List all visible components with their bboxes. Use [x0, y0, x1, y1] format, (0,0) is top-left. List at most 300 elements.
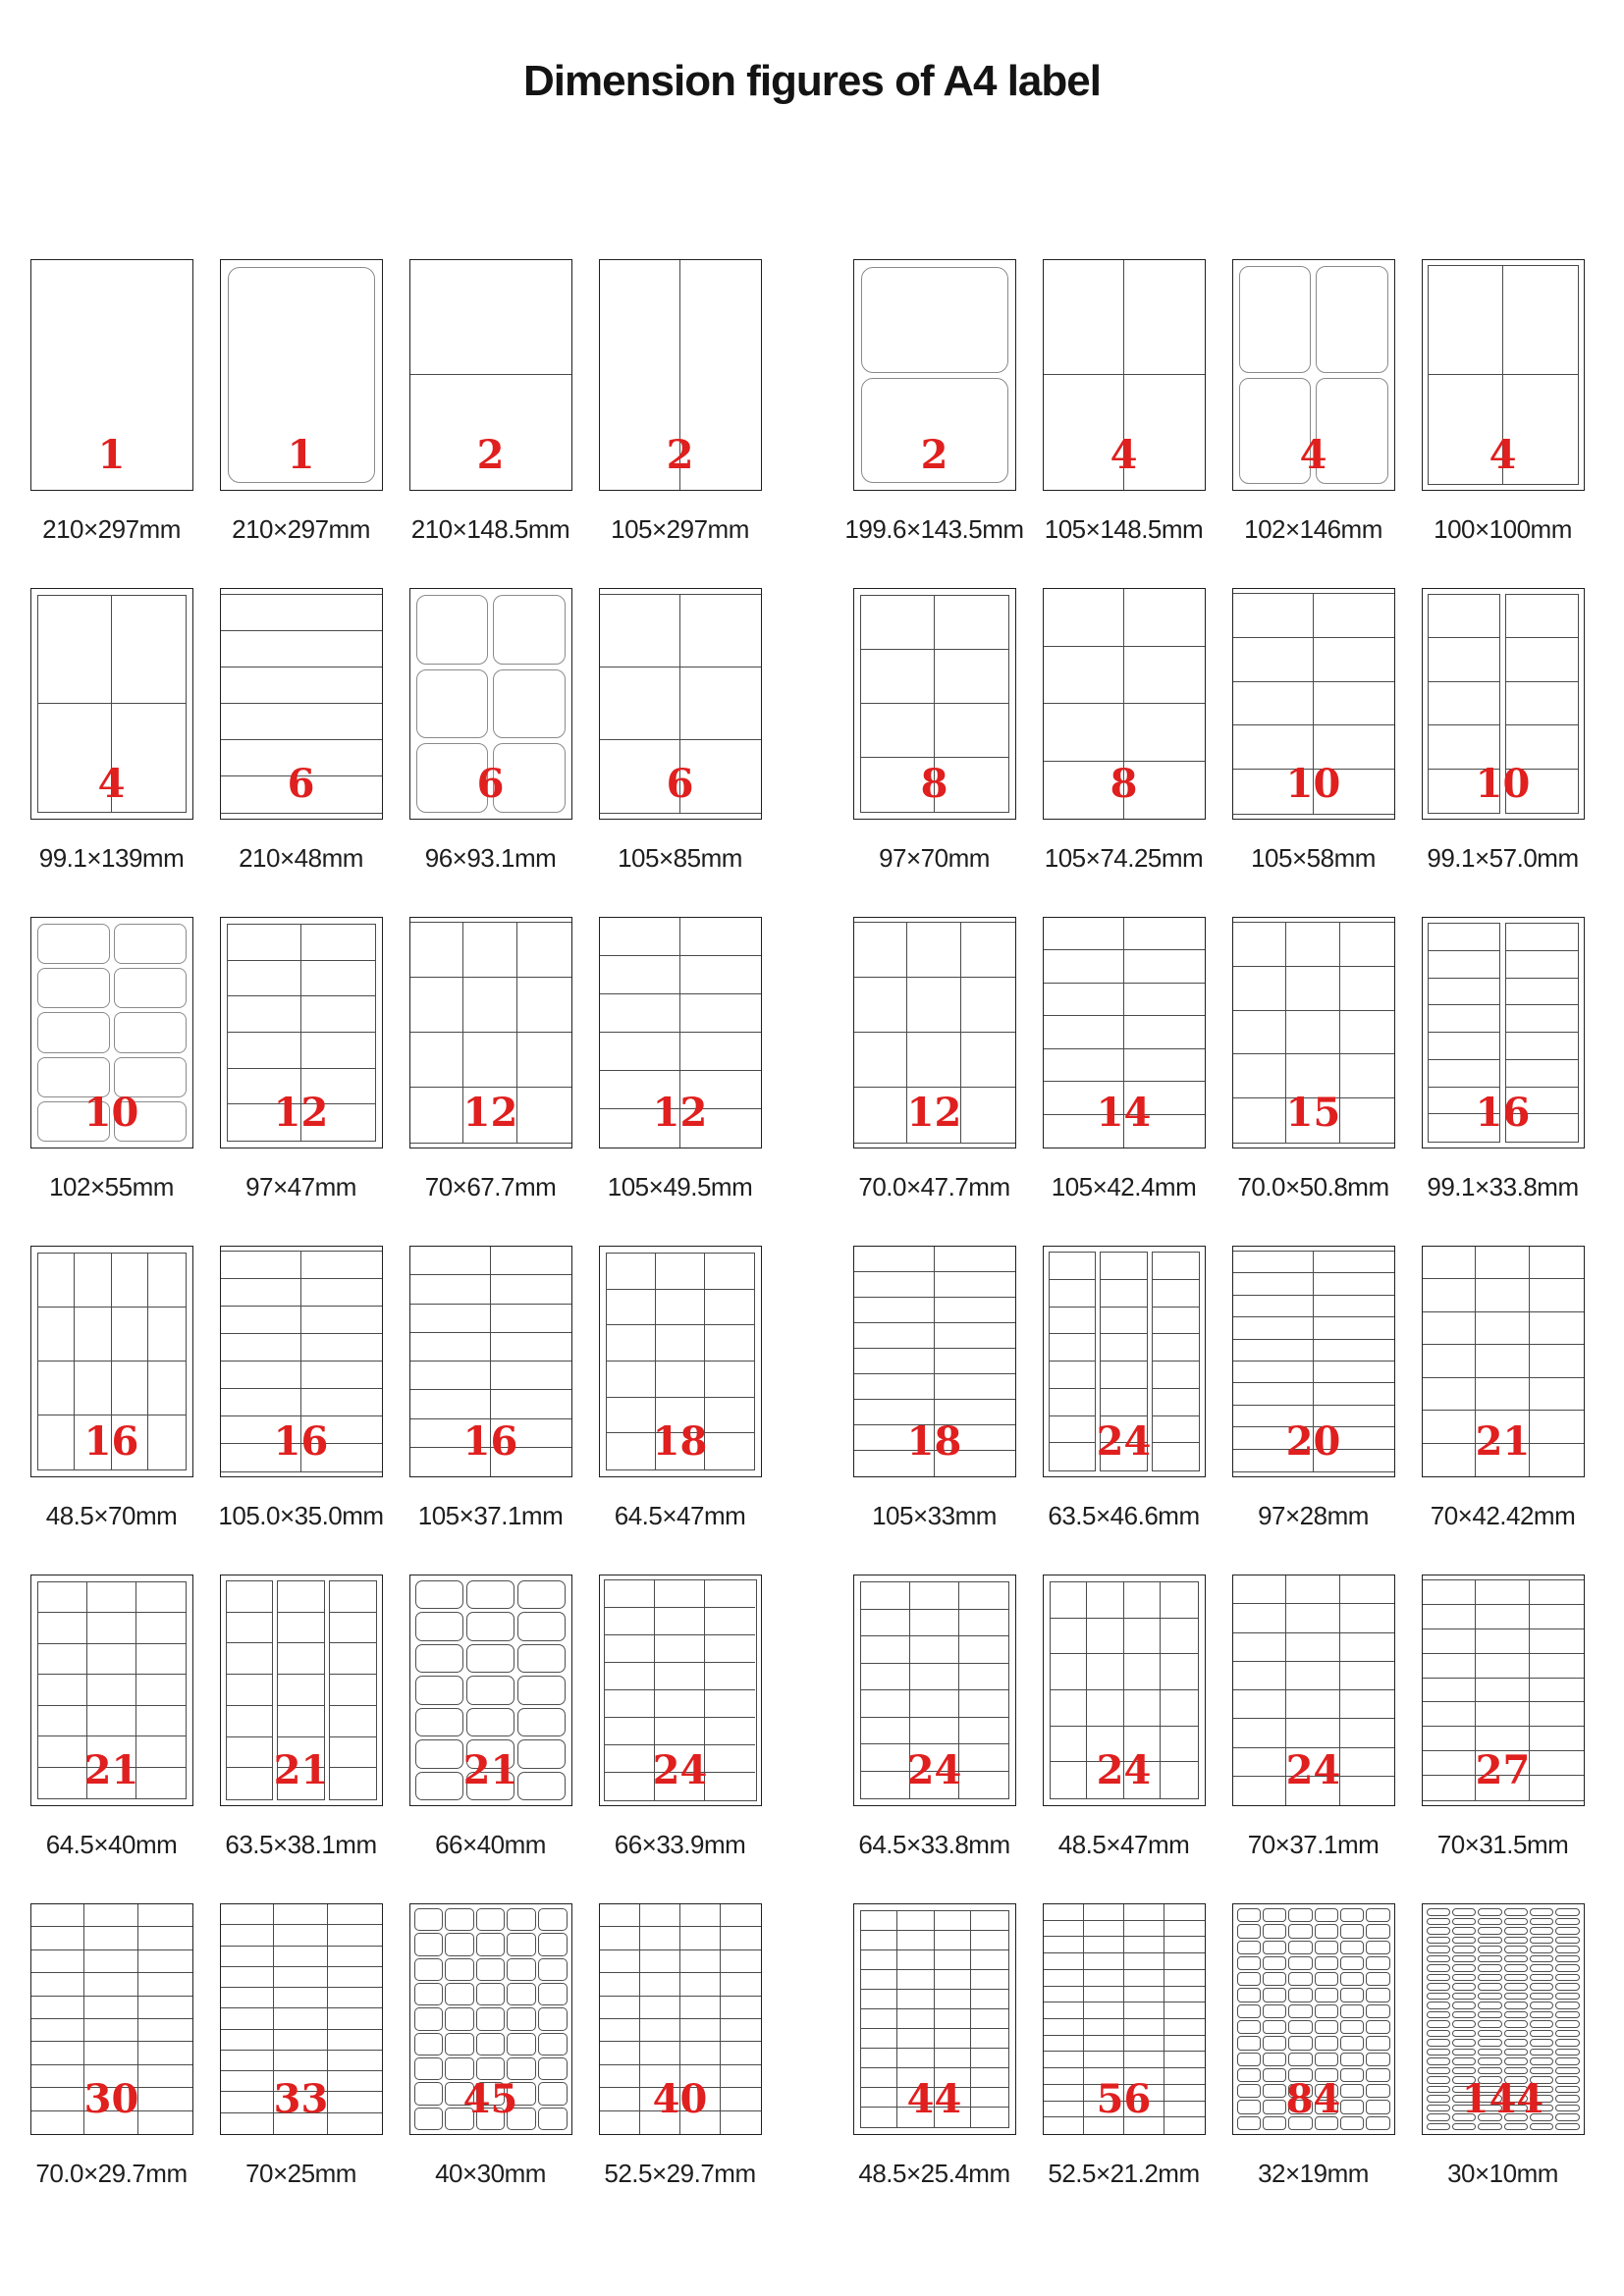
label-slot [491, 1247, 571, 1275]
label-slot [600, 1927, 640, 1949]
label-slot [1315, 1941, 1338, 1954]
label-slot [1315, 2004, 1338, 2018]
label-slot [1044, 2052, 1084, 2068]
label-sheet-diagram [1043, 259, 1206, 491]
label-slot [136, 1706, 186, 1736]
label-slot [680, 1997, 721, 2019]
label-cell [1218, 917, 1408, 1202]
label-slot [1478, 1908, 1501, 1916]
label-slot [1233, 1252, 1314, 1273]
label-slot [1237, 2004, 1261, 2018]
label-slot [415, 1708, 463, 1736]
label-slot [959, 1610, 1008, 1637]
label-slot [1340, 2020, 1364, 2034]
label-slot [1233, 1011, 1287, 1055]
label-slot [1237, 1941, 1261, 1954]
label-slot [1555, 2039, 1579, 2047]
label-slot [1314, 1362, 1394, 1383]
label-slot [148, 1308, 186, 1362]
label-cell [396, 259, 585, 545]
label-slot [1530, 1993, 1553, 2001]
label-slot [1237, 1972, 1261, 1986]
label-slot [655, 1635, 705, 1663]
board-row [17, 259, 1624, 588]
label-slot [1555, 2123, 1579, 2131]
label-slot [935, 1374, 1015, 1400]
label-slot [680, 1904, 721, 1927]
label-slot [935, 596, 1008, 650]
label-slot [87, 1613, 136, 1643]
label-sheet-diagram [1043, 1246, 1206, 1477]
label-count: 24 [906, 1747, 962, 1793]
label-slot [1044, 1970, 1084, 1987]
label-slot [1288, 1972, 1312, 1986]
label-slot [1452, 1993, 1476, 2001]
label-slot [1233, 1662, 1287, 1690]
label-count: 24 [1285, 1747, 1341, 1793]
label-slot [301, 1362, 382, 1389]
label-slot [476, 1983, 506, 2005]
label-slot [1478, 2057, 1501, 2065]
label-count: 12 [652, 1090, 708, 1136]
label-slot [31, 1904, 85, 1927]
label-slot [84, 1973, 138, 1996]
label-slot [1555, 2011, 1579, 2019]
label-dimension: 48.5×70mm [45, 1501, 178, 1530]
label-sheet-diagram [30, 917, 193, 1148]
label-cell [396, 1903, 585, 2189]
label-slot [138, 1950, 192, 1973]
label-cell [1029, 259, 1218, 545]
label-slot [1124, 1904, 1164, 1921]
label-slot [410, 1362, 491, 1390]
label-slot [1476, 1279, 1530, 1311]
label-slot [138, 1927, 192, 1949]
label-slot [1233, 1719, 1287, 1747]
label-slot [1087, 1619, 1124, 1655]
label-slot [1044, 1987, 1084, 2003]
label-slot [971, 2009, 1008, 2029]
label-slot [1452, 1918, 1476, 1926]
label-slot [466, 1644, 514, 1673]
label-slot [278, 1643, 324, 1675]
label-slot [328, 1988, 382, 2008]
label-slot [1315, 1924, 1338, 1938]
label-slot [1124, 1016, 1205, 1048]
label-slot [466, 1676, 514, 1704]
label-slot [538, 1958, 568, 1981]
label-slot [414, 1958, 444, 1981]
label-slot [491, 1305, 571, 1333]
label-count: 2 [666, 432, 694, 478]
label-slot [84, 2019, 138, 2042]
label-slot [935, 1298, 1015, 1323]
label-slot [136, 1644, 186, 1675]
label-dimension: 97×28mm [1258, 1501, 1369, 1530]
label-slot [1506, 1060, 1578, 1088]
label-slot [1288, 1908, 1312, 1922]
label-slot [38, 1362, 76, 1415]
label-count: 144 [1461, 2076, 1544, 2122]
label-sheet-diagram [853, 1903, 1016, 2135]
label-count: 16 [273, 1418, 329, 1465]
label-slot [861, 2029, 898, 2049]
label-slot [228, 996, 301, 1033]
label-slot [1427, 1927, 1450, 1935]
label-slot [1530, 1974, 1553, 1982]
label-slot [1452, 2020, 1476, 2028]
label-dimension: 105×37.1mm [417, 1501, 564, 1530]
label-slot [935, 650, 1008, 704]
label-cell [839, 259, 1029, 545]
label-slot [935, 1931, 972, 1950]
label-slot [1504, 2039, 1528, 2047]
label-slot [680, 1950, 721, 1973]
label-slot [1366, 2020, 1389, 2034]
label-slot [1429, 1060, 1500, 1088]
label-sheet-diagram [220, 1575, 383, 1806]
label-slot [38, 1675, 87, 1705]
label-sheet-diagram [1232, 259, 1395, 491]
label-slot [445, 2007, 474, 2030]
label-slot [1286, 923, 1340, 967]
label-slot [1124, 1953, 1164, 1970]
label-slot [1504, 2067, 1528, 2075]
label-count: 4 [1110, 432, 1138, 478]
label-slot [600, 595, 680, 667]
label-slot [1237, 1988, 1261, 2002]
label-slot [1530, 1312, 1584, 1345]
label-count: 21 [1475, 1418, 1531, 1465]
label-slot [1084, 1921, 1124, 1938]
label-slot [221, 1307, 301, 1334]
label-slot [37, 968, 110, 1008]
label-dimension: 64.5×33.8mm [858, 1830, 1010, 1859]
label-slot [959, 1582, 1008, 1610]
label-slot [935, 1247, 1015, 1272]
label-slot [476, 1958, 506, 1981]
label-count: 16 [83, 1418, 139, 1465]
label-sheet-diagram [1422, 259, 1585, 491]
label-sheet-diagram [409, 917, 572, 1148]
label-slot [1340, 1956, 1364, 1970]
label-slot [114, 968, 187, 1008]
label-slot [1504, 2002, 1528, 2009]
label-dimension: 52.5×29.7mm [604, 2159, 756, 2188]
label-slot [897, 1911, 935, 1931]
label-cell [1029, 588, 1218, 874]
label-slot [1315, 1956, 1338, 1970]
label-sheet-diagram [1422, 917, 1585, 1148]
label-sheet-diagram [1232, 917, 1395, 1148]
label-slot [278, 1675, 324, 1706]
label-slot [1530, 1605, 1584, 1629]
label-slot [1164, 1904, 1205, 1921]
label-slot [410, 978, 464, 1033]
label-slot [1124, 984, 1205, 1016]
label-cell [839, 588, 1029, 874]
label-slot [1476, 1312, 1530, 1345]
label-slot [861, 596, 935, 650]
label-slot [1423, 1679, 1477, 1703]
label-slot [1452, 2123, 1476, 2131]
label-slot [640, 1973, 680, 1996]
label-slot [148, 1254, 186, 1308]
label-cell [1029, 1246, 1218, 1531]
label-slot [1164, 2117, 1205, 2134]
label-slot [1427, 2002, 1450, 2009]
label-slot [415, 1580, 463, 1609]
label-slot [1427, 1937, 1450, 1945]
label-slot [971, 1911, 1008, 1931]
label-slot [721, 1950, 761, 1973]
label-slot [1286, 1662, 1340, 1690]
label-slot [854, 1272, 935, 1298]
label-slot [1530, 2123, 1553, 2131]
label-slot [1340, 1054, 1394, 1098]
label-slot [1429, 1033, 1500, 1060]
label-count: 1 [287, 432, 315, 478]
label-slot [1555, 2002, 1579, 2009]
label-slot [274, 1967, 328, 1988]
label-slot [1263, 1956, 1286, 1970]
label-slot [1530, 1946, 1553, 1953]
label-slot [1427, 1983, 1450, 1991]
label-slot [1263, 1988, 1286, 2002]
label-slot [1340, 2053, 1364, 2066]
label-dimension: 100×100mm [1434, 514, 1572, 544]
label-dimension: 210×297mm [42, 514, 181, 544]
label-slot [330, 1613, 376, 1644]
label-count: 24 [1096, 1418, 1152, 1465]
label-slot [959, 1636, 1008, 1664]
label-slot [38, 1582, 87, 1613]
label-slot [1423, 1345, 1477, 1377]
label-slot [1478, 1974, 1501, 1982]
label-slot [935, 2029, 972, 2049]
label-slot [935, 1990, 972, 2009]
label-slot [1161, 1582, 1198, 1619]
label-cell [206, 917, 396, 1202]
label-slot [1315, 2020, 1338, 2034]
label-sheet-diagram [853, 1575, 1016, 1806]
label-slot [517, 1676, 566, 1704]
label-dimension: 63.5×38.1mm [225, 1830, 377, 1859]
label-slot [1530, 1345, 1584, 1377]
label-count: 20 [1285, 1418, 1341, 1465]
label-slot [301, 1252, 382, 1279]
label-slot [1263, 2036, 1286, 2050]
label-slot [1051, 1690, 1088, 1727]
label-slot [854, 1298, 935, 1323]
label-slot [87, 1706, 136, 1736]
label-slot [1506, 1005, 1578, 1033]
label-slot [138, 1973, 192, 1996]
label-slot [278, 1706, 324, 1737]
label-sheet-diagram [599, 1575, 762, 1806]
label-dimension: 210×48mm [239, 843, 363, 873]
label-slot [1504, 2123, 1528, 2131]
label-slot [274, 1904, 328, 1925]
label-slot [1452, 1908, 1476, 1916]
label-slot [445, 1983, 474, 2005]
label-slot [959, 1718, 1008, 1745]
label-slot [328, 2008, 382, 2029]
label-slot [1164, 2002, 1205, 2019]
label-slot [1263, 1972, 1286, 1986]
label-count: 12 [462, 1090, 518, 1136]
label-slot [410, 260, 571, 375]
label-slot [138, 2019, 192, 2042]
label-slot [1233, 1690, 1287, 1719]
label-slot [1286, 1633, 1340, 1662]
label-slot [1084, 1953, 1124, 1970]
label-slot [1340, 1988, 1364, 2002]
label-slot [959, 1664, 1008, 1691]
label-sheet-diagram [409, 588, 572, 820]
label-slot [1050, 1389, 1096, 1416]
label-slot [1101, 1280, 1147, 1308]
label-slot [1504, 1937, 1528, 1945]
label-slot [517, 1644, 566, 1673]
label-slot [1503, 266, 1578, 375]
label-slot [1288, 1941, 1312, 1954]
label-cell [17, 1246, 206, 1531]
label-dimension: 105×58mm [1251, 843, 1376, 873]
label-count: 84 [1285, 2076, 1341, 2122]
label-slot [1263, 2004, 1286, 2018]
label-slot [1506, 924, 1578, 951]
label-slot [463, 978, 517, 1033]
label-sheet-diagram [1043, 1575, 1206, 1806]
label-sheet-diagram [220, 259, 383, 491]
label-slot [1288, 2020, 1312, 2034]
label-dimension: 210×148.5mm [410, 514, 570, 544]
label-slot [1530, 1927, 1553, 1935]
label-dimension: 97×47mm [245, 1172, 356, 1201]
label-slot [861, 650, 935, 704]
label-slot [680, 1973, 721, 1996]
label-sheet-diagram [599, 259, 762, 491]
label-slot [1427, 1946, 1450, 1953]
label-slot [1124, 1049, 1205, 1082]
label-count: 40 [652, 2076, 708, 2122]
label-slot [1530, 1908, 1553, 1916]
label-slot [1044, 1937, 1084, 1953]
label-slot [1233, 594, 1314, 638]
label-slot [1286, 967, 1340, 1011]
label-slot [1314, 1296, 1394, 1317]
label-slot [493, 595, 566, 665]
label-slot [38, 1254, 76, 1308]
label-slot [1340, 1924, 1364, 1938]
label-slot [1233, 1362, 1314, 1383]
label-slot [1504, 1974, 1528, 1982]
label-dimension: 70.0×47.7mm [858, 1172, 1010, 1201]
label-dimension: 105.0×35.0mm [218, 1501, 384, 1530]
label-slot [38, 1308, 76, 1362]
label-slot [705, 1580, 755, 1608]
label-slot [861, 1970, 898, 1990]
label-slot [136, 1582, 186, 1613]
label-count: 1 [97, 432, 126, 478]
label-slot [1314, 594, 1394, 638]
label-count: 12 [906, 1090, 962, 1136]
label-cell [839, 917, 1029, 1202]
label-slot [1452, 2002, 1476, 2009]
label-slot [655, 1690, 705, 1718]
label-slot [1101, 1308, 1147, 1335]
label-dimension: 102×55mm [49, 1172, 174, 1201]
label-slot [301, 996, 375, 1033]
label-slot [1237, 1956, 1261, 1970]
label-cell [1029, 917, 1218, 1202]
label-slot [1427, 2049, 1450, 2056]
label-slot [31, 1927, 85, 1949]
label-slot [1124, 1970, 1164, 1987]
label-cell [396, 1575, 585, 1860]
label-slot [600, 2019, 640, 2042]
label-slot [221, 631, 382, 667]
label-dimension: 64.5×40mm [45, 1830, 178, 1859]
label-slot [607, 1362, 656, 1398]
label-slot [705, 1663, 755, 1690]
label-cell [396, 1246, 585, 1531]
label-slot [476, 1933, 506, 1955]
label-slot [1044, 260, 1124, 375]
label-slot [1530, 2020, 1553, 2028]
label-slot [410, 1247, 491, 1275]
label-sheet-diagram [1422, 588, 1585, 820]
label-slot [1427, 2057, 1450, 2065]
label-slot [1237, 1924, 1261, 1938]
label-slot [721, 1904, 761, 1927]
label-slot [1429, 1005, 1500, 1033]
label-slot [1286, 1575, 1340, 1604]
label-slot [861, 1718, 910, 1745]
label-slot [640, 1927, 680, 1949]
label-slot [445, 1958, 474, 1981]
label-slot [328, 1947, 382, 1967]
label-slot [600, 2042, 640, 2064]
label-slot [1423, 1279, 1477, 1311]
label-slot [1164, 1937, 1205, 1953]
label-slot [31, 1997, 85, 2019]
label-slot [971, 2049, 1008, 2068]
label-dimension: 66×33.9mm [614, 1830, 746, 1859]
label-slot [1084, 1970, 1124, 1987]
label-slot [1153, 1389, 1199, 1416]
label-slot [84, 1927, 138, 1949]
label-count: 33 [273, 2076, 329, 2122]
label-slot [517, 1612, 566, 1640]
label-slot [1366, 1956, 1389, 1970]
label-slot [1124, 1654, 1162, 1690]
label-slot [466, 1580, 514, 1609]
label-slot [721, 1927, 761, 1949]
label-slot [414, 2033, 444, 2056]
label-slot [1366, 1908, 1389, 1922]
label-count: 8 [1110, 761, 1138, 807]
label-dimension: 105×148.5mm [1044, 514, 1204, 544]
label-sheet-diagram [409, 1575, 572, 1806]
label-slot [445, 1908, 474, 1931]
label-slot [228, 925, 301, 961]
label-dimension: 63.5×46.6mm [1048, 1501, 1200, 1530]
label-sheet-diagram [30, 1246, 193, 1477]
label-slot [1286, 1011, 1340, 1055]
label-slot [971, 2029, 1008, 2049]
